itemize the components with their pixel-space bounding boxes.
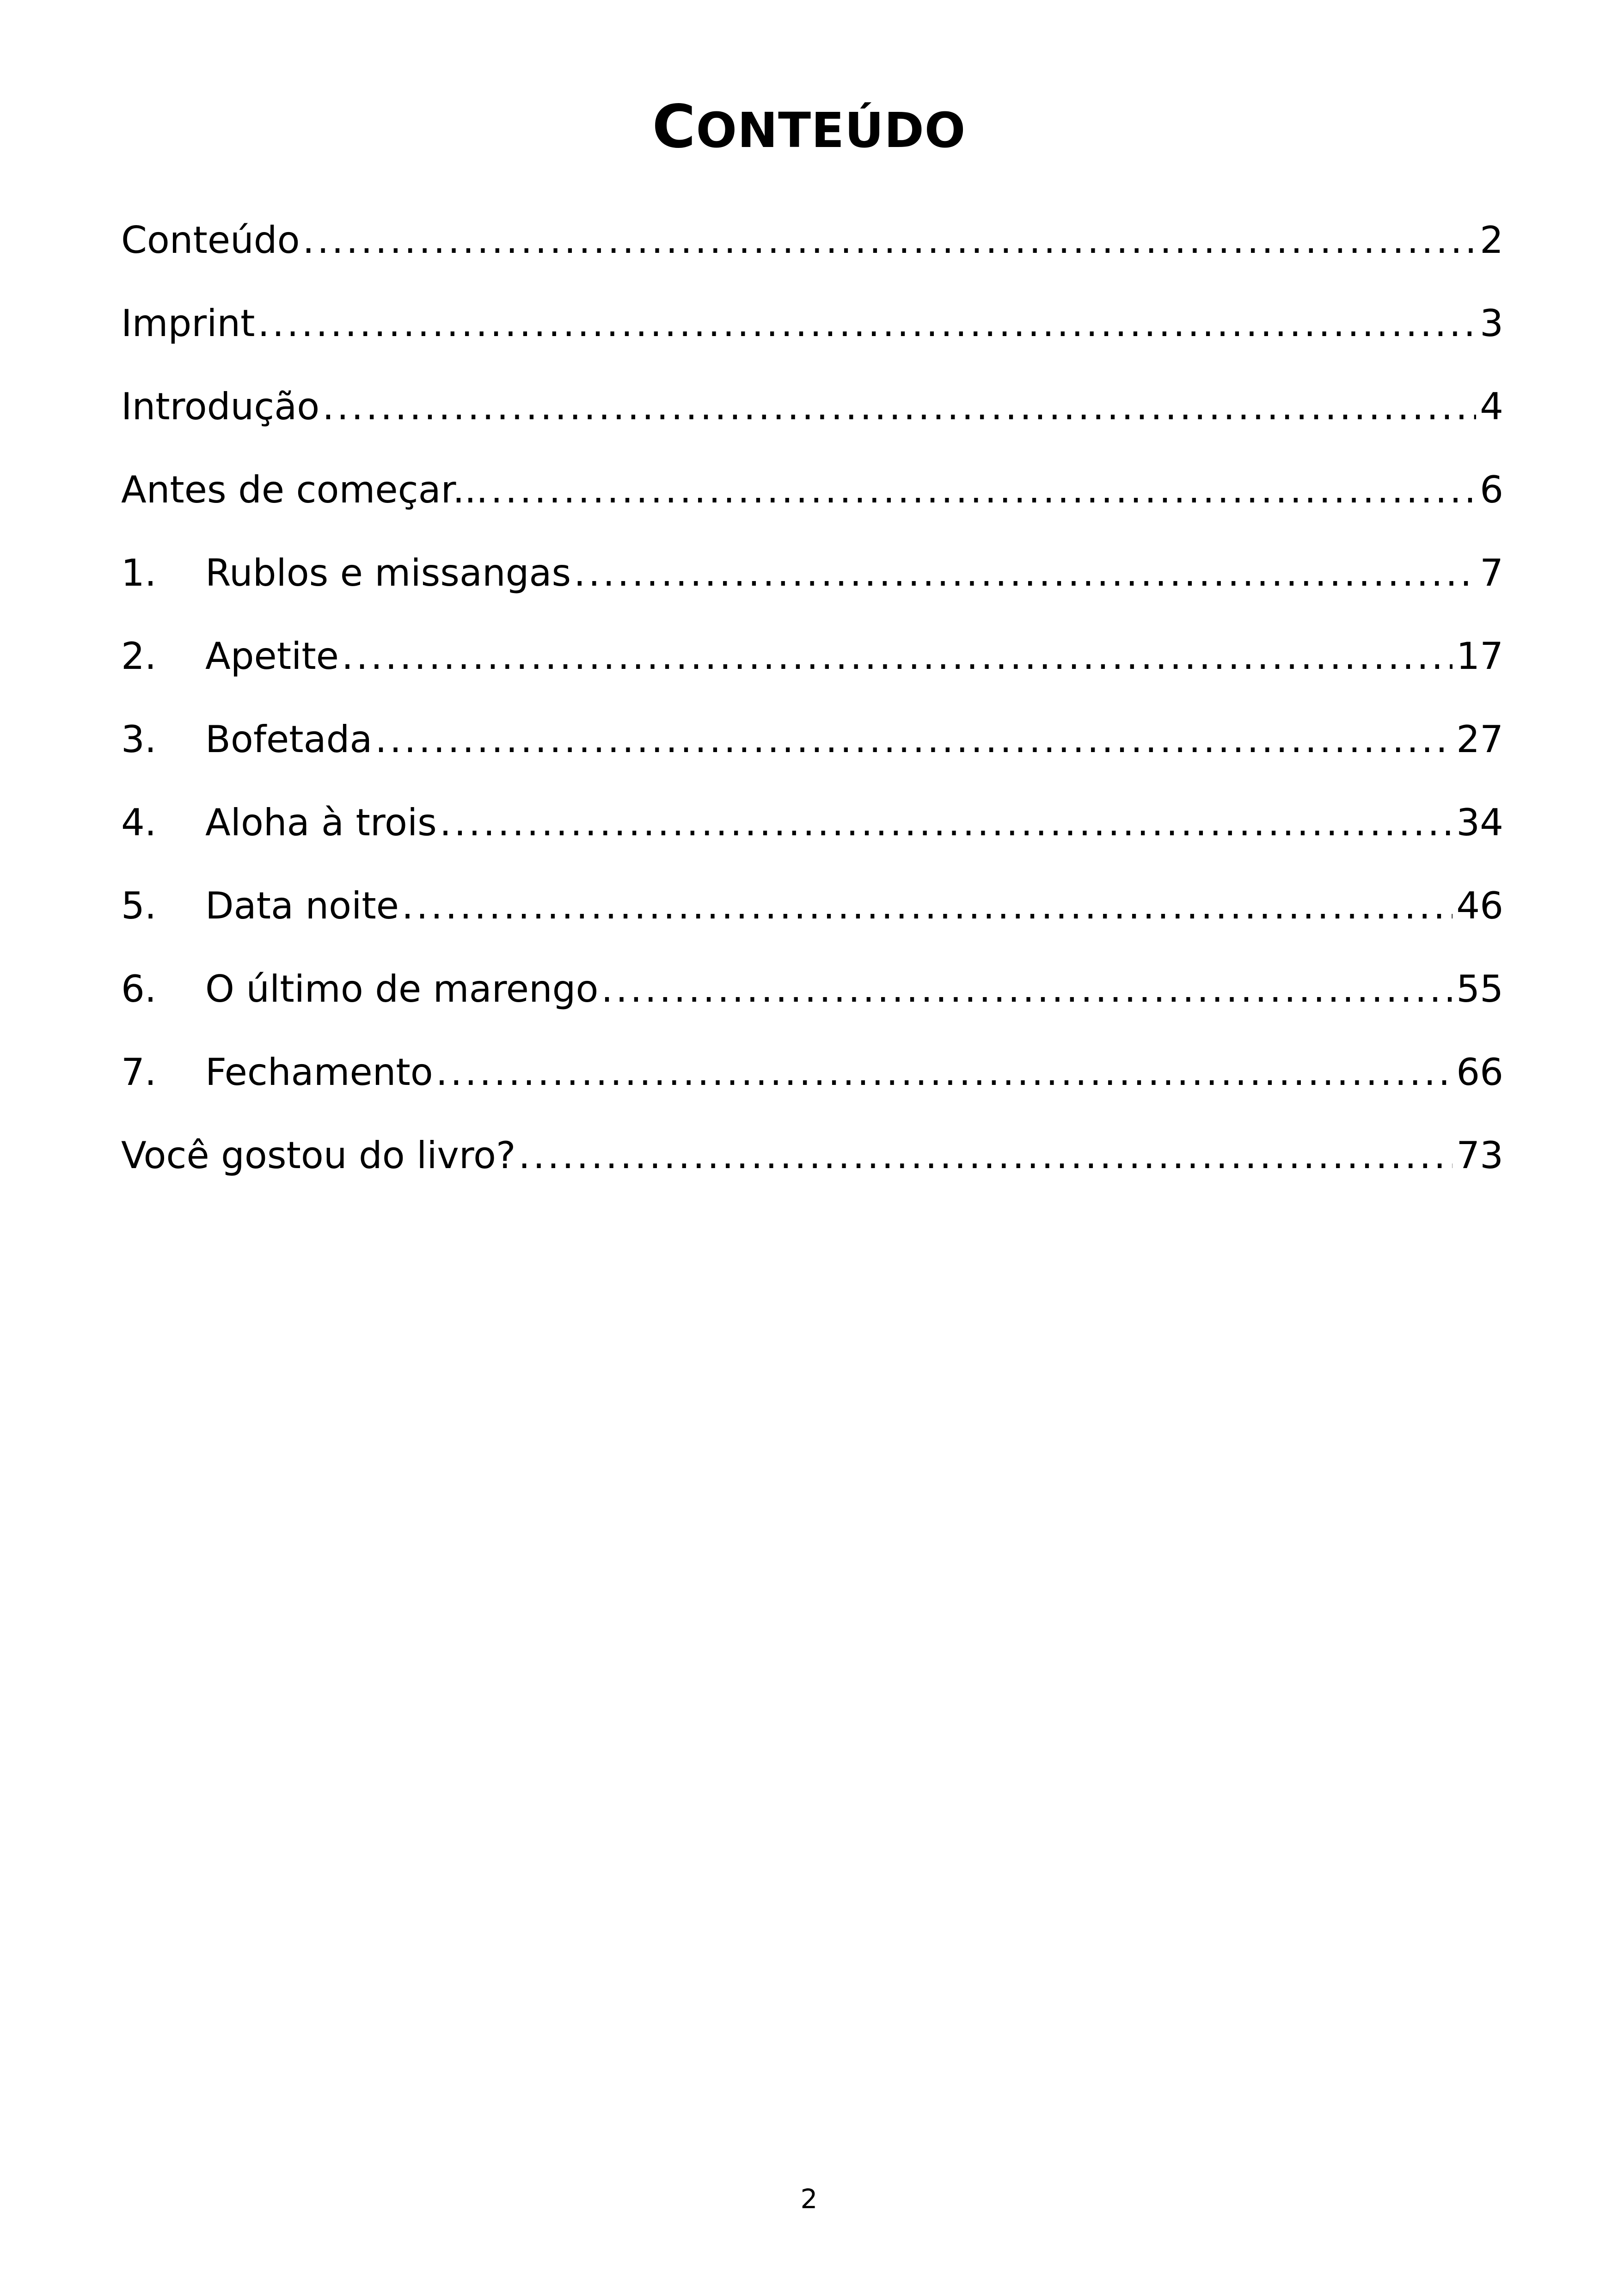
page-title (0, 88, 1618, 170)
toc-entry-chapter-4[interactable] (121, 781, 1503, 864)
toc-entry-label: Bofetada (205, 718, 373, 761)
toc-entry-chapter-5[interactable] (121, 864, 1503, 948)
toc-leader-dots (490, 468, 1476, 512)
toc-entry-page: 17 (1456, 635, 1503, 678)
toc-leader-dots (574, 551, 1476, 595)
toc-leader-dots (303, 218, 1477, 263)
toc-entry-label: Você gostou do livro? (121, 1134, 516, 1177)
toc-entry-number: 4. (121, 801, 157, 844)
toc-entry-label: Fechamento (205, 1051, 433, 1094)
toc-entry-label: Aloha à trois (205, 801, 437, 844)
toc-entry-page: 66 (1456, 1051, 1503, 1094)
toc-leader-dots (518, 1133, 1453, 1178)
toc-leader-dots (375, 717, 1453, 762)
toc-entry-page: 46 (1456, 884, 1503, 927)
toc-entry-label: Introdução (121, 385, 320, 428)
toc-entry-page: 7 (1480, 551, 1503, 594)
toc-leader-dots (601, 967, 1453, 1011)
toc-entry-number: 1. (121, 551, 157, 594)
table-of-contents (121, 199, 1503, 1197)
toc-leader-dots (258, 301, 1477, 346)
toc-leader-dots (402, 884, 1453, 928)
toc-entry-imprint[interactable] (121, 282, 1503, 365)
toc-entry-label: Imprint (121, 302, 255, 345)
toc-entry-chapter-1[interactable] (121, 532, 1503, 615)
toc-entry-chapter-7[interactable] (121, 1031, 1503, 1114)
toc-entry-number: 3. (121, 718, 157, 761)
toc-entry-label: Antes de começar... (121, 468, 488, 511)
toc-entry-page: 6 (1480, 468, 1503, 511)
toc-entry-chapter-3[interactable] (121, 698, 1503, 781)
toc-entry-label: O último de marengo (205, 967, 599, 1010)
toc-entry-page: 2 (1480, 219, 1503, 262)
toc-entry-page: 55 (1456, 967, 1503, 1010)
toc-entry-number: 7. (121, 1051, 157, 1094)
toc-entry-label: Rublos e missangas (205, 551, 571, 594)
toc-entry-number: 5. (121, 884, 157, 927)
toc-leader-dots (322, 385, 1476, 429)
page-number: 2 (800, 2183, 818, 2215)
page-title-rest: ONTEÚDO (696, 102, 966, 159)
toc-entry-page: 73 (1456, 1134, 1503, 1177)
toc-entry-page: 4 (1480, 385, 1503, 428)
page-title-first-letter: C (652, 92, 696, 161)
toc-leader-dots (440, 801, 1453, 845)
toc-entry-chapter-2[interactable] (121, 615, 1503, 698)
toc-entry-label: Apetite (205, 635, 339, 678)
toc-entry-introducao[interactable] (121, 365, 1503, 448)
toc-entry-chapter-6[interactable] (121, 948, 1503, 1031)
toc-entry-page: 34 (1456, 801, 1503, 844)
toc-entry-page: 27 (1456, 718, 1503, 761)
toc-entry-page: 3 (1480, 302, 1503, 345)
toc-entry-number: 6. (121, 967, 157, 1010)
toc-entry-conteudo[interactable] (121, 199, 1503, 282)
toc-leader-dots (436, 1050, 1453, 1095)
toc-entry-voce-gostou[interactable] (121, 1114, 1503, 1197)
toc-entry-number: 2. (121, 635, 157, 678)
toc-entry-label: Conteúdo (121, 219, 300, 262)
toc-entry-antes-de-comecar[interactable] (121, 448, 1503, 532)
toc-entry-label: Data noite (205, 884, 399, 927)
toc-leader-dots (342, 634, 1453, 679)
